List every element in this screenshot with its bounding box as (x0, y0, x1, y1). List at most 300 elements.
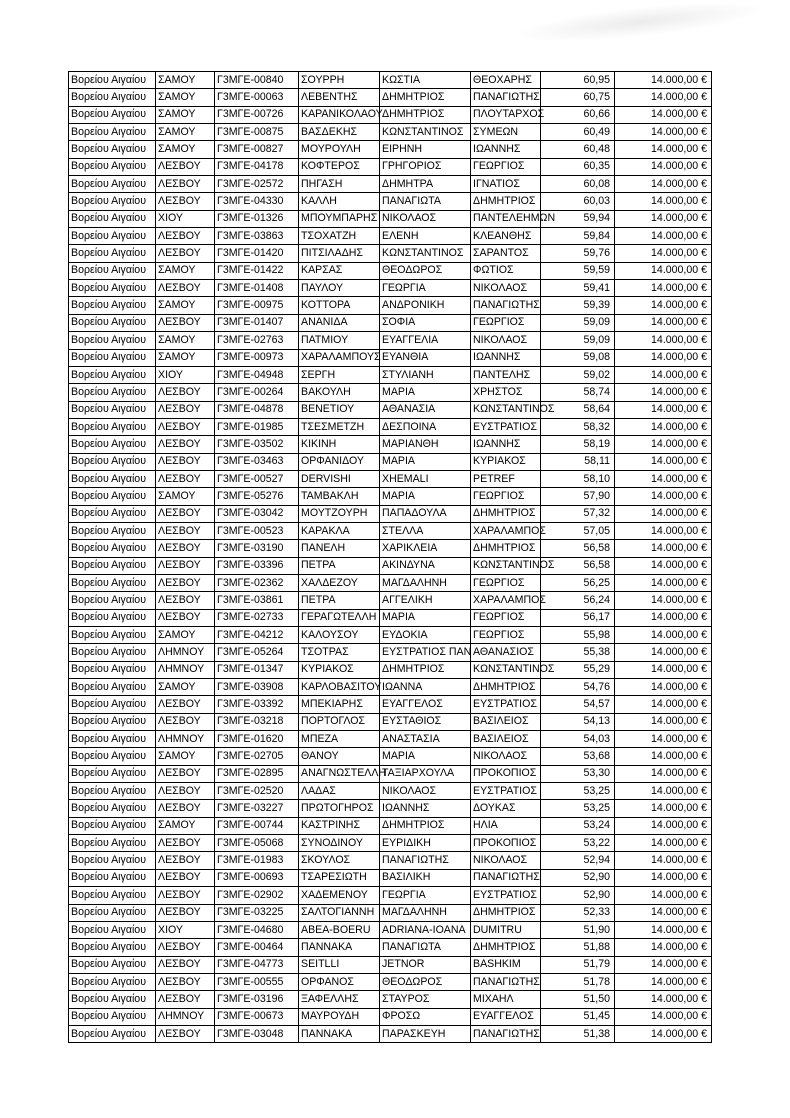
firstname-cell: ΑΝΑΣΤΑΣΙΑ (380, 731, 471, 748)
amount-cell: 14.000,00 € (615, 488, 712, 505)
code-cell: Γ3ΜΓΕ-01420 (215, 245, 299, 262)
region-cell: Βορείου Αιγαίου (69, 835, 156, 852)
code-cell: Γ3ΜΓΕ-01408 (215, 280, 299, 297)
region-cell: Βορείου Αιγαίου (69, 366, 156, 383)
amount-cell: 14.000,00 € (615, 210, 712, 227)
prefecture-cell: ΣΑΜΟΥ (156, 262, 215, 279)
fathername-cell: ΠΑΝΑΓΙΩΤΗΣ (471, 1025, 541, 1042)
surname-cell: ΤΑΜΒΑΚΛΗ (299, 488, 380, 505)
score-cell: 60,66 (541, 106, 615, 123)
results-table (68, 71, 712, 1043)
code-cell: Γ3ΜΓΕ-00527 (215, 470, 299, 487)
fathername-cell: ΓΕΩΡΓΙΟΣ (471, 627, 541, 644)
firstname-cell: ΝΙΚΟΛΑΟΣ (380, 210, 471, 227)
region-cell: Βορείου Αιγαίου (69, 106, 156, 123)
firstname-cell: ΚΩΝΣΤΑΝΤΙΝΟΣ (380, 124, 471, 141)
table-row (69, 124, 712, 141)
code-cell: Γ3ΜΓΕ-01347 (215, 661, 299, 678)
fathername-cell: ΙΩΑΝΝΗΣ (471, 436, 541, 453)
firstname-cell: ΠΑΝΑΓΙΩΤΗΣ (380, 852, 471, 869)
table-row (69, 262, 712, 279)
amount-cell: 14.000,00 € (615, 453, 712, 470)
surname-cell: ΜΠΕΖΑ (299, 731, 380, 748)
fathername-cell: ΑΘΑΝΑΣΙΟΣ (471, 644, 541, 661)
fathername-cell: ΔΗΜΗΤΡΙΟΣ (471, 193, 541, 210)
code-cell: Γ3ΜΓΕ-03861 (215, 592, 299, 609)
prefecture-cell: ΛΗΜΝΟΥ (156, 1008, 215, 1025)
firstname-cell: ΔΗΜΗΤΡΑ (380, 176, 471, 193)
score-cell: 58,11 (541, 453, 615, 470)
prefecture-cell: ΣΑΜΟΥ (156, 679, 215, 696)
fathername-cell: ΕΥΣΤΡΑΤΙΟΣ (471, 696, 541, 713)
amount-cell: 14.000,00 € (615, 765, 712, 782)
amount-cell: 14.000,00 € (615, 418, 712, 435)
amount-cell: 14.000,00 € (615, 904, 712, 921)
fathername-cell: ΚΩΝΣΤΑΝΤΙΝΟΣ (471, 557, 541, 574)
table-row (69, 800, 712, 817)
region-cell: Βορείου Αιγαίου (69, 817, 156, 834)
table-row (69, 228, 712, 245)
region-cell: Βορείου Αιγαίου (69, 332, 156, 349)
amount-cell: 14.000,00 € (615, 280, 712, 297)
surname-cell: ΤΣΕΣΜΕΤΖΗ (299, 418, 380, 435)
region-cell: Βορείου Αιγαίου (69, 280, 156, 297)
firstname-cell: ΕΛΕΝΗ (380, 228, 471, 245)
prefecture-cell: ΛΕΣΒΟΥ (156, 574, 215, 591)
region-cell: Βορείου Αιγαίου (69, 921, 156, 938)
amount-cell: 14.000,00 € (615, 262, 712, 279)
prefecture-cell: ΣΑΜΟΥ (156, 349, 215, 366)
amount-cell: 14.000,00 € (615, 627, 712, 644)
firstname-cell: ΔΕΣΠΟΙΝΑ (380, 418, 471, 435)
code-cell: Γ3ΜΓΕ-04773 (215, 956, 299, 973)
fathername-cell: ΧΡΗΣΤΟΣ (471, 384, 541, 401)
fathername-cell: ΠΑΝΑΓΙΩΤΗΣ (471, 297, 541, 314)
code-cell: Γ3ΜΓΕ-03392 (215, 696, 299, 713)
surname-cell: ΚΥΡΙΑΚΟΣ (299, 661, 380, 678)
code-cell: Γ3ΜΓΕ-05276 (215, 488, 299, 505)
prefecture-cell: ΣΑΜΟΥ (156, 89, 215, 106)
table-row (69, 574, 712, 591)
code-cell: Γ3ΜΓΕ-02763 (215, 332, 299, 349)
fathername-cell: ΧΑΡΑΛΑΜΠΟΣ (471, 592, 541, 609)
code-cell: Γ3ΜΓΕ-04212 (215, 627, 299, 644)
region-cell: Βορείου Αιγαίου (69, 887, 156, 904)
prefecture-cell: ΧΙΟΥ (156, 210, 215, 227)
fathername-cell: ΠΑΝΤΕΛΕΗΜΩΝ (471, 210, 541, 227)
region-cell: Βορείου Αιγαίου (69, 904, 156, 921)
fathername-cell: ΙΩΑΝΝΗΣ (471, 349, 541, 366)
table-row (69, 540, 712, 557)
score-cell: 53,25 (541, 783, 615, 800)
region-cell: Βορείου Αιγαίου (69, 852, 156, 869)
firstname-cell: ΘΕΟΔΩΡΟΣ (380, 973, 471, 990)
score-cell: 54,13 (541, 713, 615, 730)
table-row (69, 904, 712, 921)
score-cell: 56,24 (541, 592, 615, 609)
prefecture-cell: ΛΕΣΒΟΥ (156, 783, 215, 800)
firstname-cell: ΚΩΝΣΤΑΝΤΙΝΟΣ (380, 245, 471, 262)
table-row (69, 401, 712, 418)
code-cell: Γ3ΜΓΕ-00673 (215, 1008, 299, 1025)
score-cell: 60,49 (541, 124, 615, 141)
score-cell: 60,35 (541, 158, 615, 175)
surname-cell: ΧΑΡΑΛΑΜΠΟΥΣ (299, 349, 380, 366)
prefecture-cell: ΛΗΜΝΟΥ (156, 731, 215, 748)
prefecture-cell: ΛΗΜΝΟΥ (156, 661, 215, 678)
region-cell: Βορείου Αιγαίου (69, 592, 156, 609)
surname-cell: ΣΥΝΟΔΙΝΟΥ (299, 835, 380, 852)
fathername-cell: ΠΑΝΑΓΙΩΤΗΣ (471, 869, 541, 886)
score-cell: 60,08 (541, 176, 615, 193)
fathername-cell: ΚΩΝΣΤΑΝΤΙΝΟΣ (471, 401, 541, 418)
firstname-cell: ΓΕΩΡΓΙΑ (380, 280, 471, 297)
prefecture-cell: ΛΕΣΒΟΥ (156, 384, 215, 401)
fathername-cell: ΔΗΜΗΤΡΙΟΣ (471, 679, 541, 696)
score-cell: 59,94 (541, 210, 615, 227)
surname-cell: ΤΣΟΤΡΑΣ (299, 644, 380, 661)
firstname-cell: ΓΡΗΓΟΡΙΟΣ (380, 158, 471, 175)
code-cell: Γ3ΜΓΕ-03396 (215, 557, 299, 574)
amount-cell: 14.000,00 € (615, 973, 712, 990)
table-row (69, 956, 712, 973)
table-row (69, 644, 712, 661)
amount-cell: 14.000,00 € (615, 141, 712, 158)
surname-cell: ΠΟΡΤΟΓΛΟΣ (299, 713, 380, 730)
score-cell: 51,79 (541, 956, 615, 973)
region-cell: Βορείου Αιγαίου (69, 245, 156, 262)
prefecture-cell: ΛΕΣΒΟΥ (156, 869, 215, 886)
region-cell: Βορείου Αιγαίου (69, 522, 156, 539)
surname-cell: ΜΑΥΡΟΥΔΗ (299, 1008, 380, 1025)
firstname-cell: ΦΡΟΣΩ (380, 1008, 471, 1025)
code-cell: Γ3ΜΓΕ-03218 (215, 713, 299, 730)
code-cell: Γ3ΜΓΕ-05264 (215, 644, 299, 661)
amount-cell: 14.000,00 € (615, 852, 712, 869)
surname-cell: ΒΑΣΔΕΚΗΣ (299, 124, 380, 141)
firstname-cell: ΔΗΜΗΤΡΙΟΣ (380, 661, 471, 678)
surname-cell: ΑΝΑΓΝΩΣΤΕΛΛΗ (299, 765, 380, 782)
score-cell: 59,08 (541, 349, 615, 366)
fathername-cell: ΘΕΟΧΑΡΗΣ (471, 72, 541, 89)
region-cell: Βορείου Αιγαίου (69, 973, 156, 990)
table-row (69, 783, 712, 800)
prefecture-cell: ΛΕΣΒΟΥ (156, 887, 215, 904)
region-cell: Βορείου Αιγαίου (69, 470, 156, 487)
region-cell: Βορείου Αιγαίου (69, 505, 156, 522)
code-cell: Γ3ΜΓΕ-02895 (215, 765, 299, 782)
prefecture-cell: ΛΕΣΒΟΥ (156, 314, 215, 331)
amount-cell: 14.000,00 € (615, 245, 712, 262)
fathername-cell: ΠΑΝΑΓΙΩΤΗΣ (471, 973, 541, 990)
amount-cell: 14.000,00 € (615, 939, 712, 956)
surname-cell: ΚΟΤΤΟΡΑ (299, 297, 380, 314)
prefecture-cell: ΛΕΣΒΟΥ (156, 765, 215, 782)
table-row (69, 366, 712, 383)
table-row (69, 470, 712, 487)
prefecture-cell: ΣΑΜΟΥ (156, 72, 215, 89)
region-cell: Βορείου Αιγαίου (69, 574, 156, 591)
firstname-cell: ΑΘΑΝΑΣΙΑ (380, 401, 471, 418)
amount-cell: 14.000,00 € (615, 436, 712, 453)
score-cell: 56,58 (541, 540, 615, 557)
amount-cell: 14.000,00 € (615, 522, 712, 539)
score-cell: 58,32 (541, 418, 615, 435)
table-row (69, 193, 712, 210)
amount-cell: 14.000,00 € (615, 1025, 712, 1042)
prefecture-cell: ΛΕΣΒΟΥ (156, 835, 215, 852)
region-cell: Βορείου Αιγαίου (69, 627, 156, 644)
firstname-cell: ΕΥΑΓΓΕΛΙΑ (380, 332, 471, 349)
amount-cell: 14.000,00 € (615, 921, 712, 938)
firstname-cell: ΘΕΟΔΩΡΟΣ (380, 262, 471, 279)
firstname-cell: ΜΑΡΙΑ (380, 453, 471, 470)
prefecture-cell: ΛΗΜΝΟΥ (156, 644, 215, 661)
firstname-cell: ΠΑΝΑΓΙΩΤΑ (380, 939, 471, 956)
code-cell: Γ3ΜΓΕ-03227 (215, 800, 299, 817)
surname-cell: ΠΡΩΤΟΓΗΡΟΣ (299, 800, 380, 817)
score-cell: 52,90 (541, 887, 615, 904)
region-cell: Βορείου Αιγαίου (69, 540, 156, 557)
table-row (69, 158, 712, 175)
code-cell: Γ3ΜΓΕ-00523 (215, 522, 299, 539)
code-cell: Γ3ΜΓΕ-01620 (215, 731, 299, 748)
firstname-cell: ΣΟΦΙΑ (380, 314, 471, 331)
fathername-cell: ΝΙΚΟΛΑΟΣ (471, 748, 541, 765)
code-cell: Γ3ΜΓΕ-00975 (215, 297, 299, 314)
fathername-cell: ΓΕΩΡΓΙΟΣ (471, 574, 541, 591)
table-row (69, 557, 712, 574)
surname-cell: ΣΚΟΥΛΟΣ (299, 852, 380, 869)
prefecture-cell: ΛΕΣΒΟΥ (156, 522, 215, 539)
firstname-cell: ΑΝΔΡΟΝΙΚΗ (380, 297, 471, 314)
prefecture-cell: ΛΕΣΒΟΥ (156, 470, 215, 487)
score-cell: 56,25 (541, 574, 615, 591)
region-cell: Βορείου Αιγαίου (69, 644, 156, 661)
prefecture-cell: ΛΕΣΒΟΥ (156, 228, 215, 245)
surname-cell: ΜΠΕΚΙΑΡΗΣ (299, 696, 380, 713)
surname-cell: ΚΑΛΛΗ (299, 193, 380, 210)
firstname-cell: ΣΤΑΥΡΟΣ (380, 991, 471, 1008)
table-row (69, 280, 712, 297)
firstname-cell: ΑΓΓΕΛΙΚΗ (380, 592, 471, 609)
score-cell: 58,10 (541, 470, 615, 487)
region-cell: Βορείου Αιγαίου (69, 956, 156, 973)
score-cell: 60,75 (541, 89, 615, 106)
table-row (69, 731, 712, 748)
region-cell: Βορείου Αιγαίου (69, 800, 156, 817)
amount-cell: 14.000,00 € (615, 470, 712, 487)
table-row (69, 609, 712, 626)
surname-cell: ΚΑΣΤΡΙΝΗΣ (299, 817, 380, 834)
prefecture-cell: ΣΑΜΟΥ (156, 817, 215, 834)
score-cell: 52,33 (541, 904, 615, 921)
prefecture-cell: ΛΕΣΒΟΥ (156, 973, 215, 990)
prefecture-cell: ΛΕΣΒΟΥ (156, 557, 215, 574)
code-cell: Γ3ΜΓΕ-00827 (215, 141, 299, 158)
prefecture-cell: ΛΕΣΒΟΥ (156, 991, 215, 1008)
firstname-cell: ΕΥΣΤΑΘΙΟΣ (380, 713, 471, 730)
fathername-cell: ΕΥΑΓΓΕΛΟΣ (471, 1008, 541, 1025)
prefecture-cell: ΛΕΣΒΟΥ (156, 1025, 215, 1042)
score-cell: 54,76 (541, 679, 615, 696)
firstname-cell: XHEMALI (380, 470, 471, 487)
region-cell: Βορείου Αιγαίου (69, 158, 156, 175)
region-cell: Βορείου Αιγαίου (69, 349, 156, 366)
amount-cell: 14.000,00 € (615, 887, 712, 904)
prefecture-cell: ΛΕΣΒΟΥ (156, 193, 215, 210)
amount-cell: 14.000,00 € (615, 401, 712, 418)
amount-cell: 14.000,00 € (615, 956, 712, 973)
fathername-cell: ΔΟΥΚΑΣ (471, 800, 541, 817)
fathername-cell: ΗΛΙΑ (471, 817, 541, 834)
fathername-cell: BASHKIM (471, 956, 541, 973)
firstname-cell: ΜΑΡΙΑ (380, 748, 471, 765)
region-cell: Βορείου Αιγαίου (69, 193, 156, 210)
surname-cell: ΓΕΡΑΓΩΤΕΛΛΗ (299, 609, 380, 626)
amount-cell: 14.000,00 € (615, 124, 712, 141)
fathername-cell: ΙΓΝΑΤΙΟΣ (471, 176, 541, 193)
fathername-cell: ΚΥΡΙΑΚΟΣ (471, 453, 541, 470)
surname-cell: ΒΑΚΟΥΛΗ (299, 384, 380, 401)
firstname-cell: ΣΤΕΛΛΑ (380, 522, 471, 539)
score-cell: 58,64 (541, 401, 615, 418)
prefecture-cell: ΣΑΜΟΥ (156, 141, 215, 158)
table-row (69, 314, 712, 331)
table-row (69, 991, 712, 1008)
region-cell: Βορείου Αιγαίου (69, 436, 156, 453)
surname-cell: ΠΗΓΑΣΗ (299, 176, 380, 193)
score-cell: 52,90 (541, 869, 615, 886)
score-cell: 59,59 (541, 262, 615, 279)
surname-cell: ΜΠΟΥΜΠΑΡΗΣ (299, 210, 380, 227)
fathername-cell: ΕΥΣΤΡΑΤΙΟΣ (471, 418, 541, 435)
prefecture-cell: ΛΕΣΒΟΥ (156, 280, 215, 297)
amount-cell: 14.000,00 € (615, 609, 712, 626)
prefecture-cell: ΛΕΣΒΟΥ (156, 956, 215, 973)
prefecture-cell: ΛΕΣΒΟΥ (156, 505, 215, 522)
code-cell: Γ3ΜΓΕ-03863 (215, 228, 299, 245)
code-cell: Γ3ΜΓΕ-03042 (215, 505, 299, 522)
firstname-cell: ΧΑΡΙΚΛΕΙΑ (380, 540, 471, 557)
region-cell: Βορείου Αιγαίου (69, 1008, 156, 1025)
surname-cell: ΚΟΦΤΕΡΟΣ (299, 158, 380, 175)
score-cell: 51,78 (541, 973, 615, 990)
score-cell: 51,88 (541, 939, 615, 956)
surname-cell: ABEA-BOERU (299, 921, 380, 938)
firstname-cell: ΕΥΔΟΚΙΑ (380, 627, 471, 644)
code-cell: Γ3ΜΓΕ-02902 (215, 887, 299, 904)
code-cell: Γ3ΜΓΕ-01983 (215, 852, 299, 869)
code-cell: Γ3ΜΓΕ-03463 (215, 453, 299, 470)
fathername-cell: ΠΑΝΑΓΙΩΤΗΣ (471, 89, 541, 106)
region-cell: Βορείου Αιγαίου (69, 141, 156, 158)
surname-cell: ΟΡΦΑΝΙΔΟΥ (299, 453, 380, 470)
region-cell: Βορείου Αιγαίου (69, 176, 156, 193)
table-row (69, 869, 712, 886)
surname-cell: ΛΕΒΕΝΤΗΣ (299, 89, 380, 106)
region-cell: Βορείου Αιγαίου (69, 1025, 156, 1042)
code-cell: Γ3ΜΓΕ-00464 (215, 939, 299, 956)
code-cell: Γ3ΜΓΕ-00840 (215, 72, 299, 89)
fathername-cell: ΦΩΤΙΟΣ (471, 262, 541, 279)
fathername-cell: ΣΥΜΕΩΝ (471, 124, 541, 141)
fathername-cell: ΝΙΚΟΛΑΟΣ (471, 332, 541, 349)
surname-cell: ΜΟΥΡΟΥΛΗ (299, 141, 380, 158)
fathername-cell: ΙΩΑΝΝΗΣ (471, 141, 541, 158)
table-body (69, 72, 712, 1043)
prefecture-cell: ΣΑΜΟΥ (156, 297, 215, 314)
table-row (69, 765, 712, 782)
region-cell: Βορείου Αιγαίου (69, 124, 156, 141)
score-cell: 51,90 (541, 921, 615, 938)
surname-cell: ΣΕΡΓΗ (299, 366, 380, 383)
code-cell: Γ3ΜΓΕ-02705 (215, 748, 299, 765)
amount-cell: 14.000,00 € (615, 106, 712, 123)
surname-cell: ΚΑΡΑΚΛΑ (299, 522, 380, 539)
fathername-cell: ΕΥΣΤΡΑΤΙΟΣ (471, 887, 541, 904)
score-cell: 59,76 (541, 245, 615, 262)
fathername-cell: ΔΗΜΗΤΡΙΟΣ (471, 505, 541, 522)
score-cell: 59,84 (541, 228, 615, 245)
amount-cell: 14.000,00 € (615, 158, 712, 175)
surname-cell: ΞΑΦΕΛΛΗΣ (299, 991, 380, 1008)
region-cell: Βορείου Αιγαίου (69, 713, 156, 730)
fathername-cell: ΚΩΝΣΤΑΝΤΙΝΟΣ (471, 661, 541, 678)
table-row (69, 661, 712, 678)
prefecture-cell: ΛΕΣΒΟΥ (156, 176, 215, 193)
fathername-cell: ΕΥΣΤΡΑΤΙΟΣ (471, 783, 541, 800)
score-cell: 53,25 (541, 800, 615, 817)
region-cell: Βορείου Αιγαίου (69, 679, 156, 696)
code-cell: Γ3ΜΓΕ-00875 (215, 124, 299, 141)
code-cell: Γ3ΜΓΕ-00744 (215, 817, 299, 834)
surname-cell: ΚΑΡΛΟΒΑΣΙΤΟΥ (299, 679, 380, 696)
region-cell: Βορείου Αιγαίου (69, 748, 156, 765)
code-cell: Γ3ΜΓΕ-02733 (215, 609, 299, 626)
fathername-cell: PETREF (471, 470, 541, 487)
table-row (69, 627, 712, 644)
table-row (69, 106, 712, 123)
surname-cell: ΠΑΝΝΑΚΑ (299, 939, 380, 956)
code-cell: Γ3ΜΓΕ-03196 (215, 991, 299, 1008)
amount-cell: 14.000,00 € (615, 991, 712, 1008)
score-cell: 60,48 (541, 141, 615, 158)
surname-cell: ΠΕΤΡΑ (299, 592, 380, 609)
fathername-cell: ΓΕΩΡΓΙΟΣ (471, 609, 541, 626)
score-cell: 51,50 (541, 991, 615, 1008)
amount-cell: 14.000,00 € (615, 332, 712, 349)
amount-cell: 14.000,00 € (615, 592, 712, 609)
fathername-cell: ΒΑΣΙΛΕΙΟΣ (471, 713, 541, 730)
score-cell: 54,03 (541, 731, 615, 748)
prefecture-cell: ΛΕΣΒΟΥ (156, 418, 215, 435)
scan-smudge (519, 0, 761, 48)
region-cell: Βορείου Αιγαίου (69, 72, 156, 89)
code-cell: Γ3ΜΓΕ-01422 (215, 262, 299, 279)
score-cell: 60,95 (541, 72, 615, 89)
firstname-cell: ΕΙΡΗΝΗ (380, 141, 471, 158)
table-row (69, 679, 712, 696)
score-cell: 59,02 (541, 366, 615, 383)
amount-cell: 14.000,00 € (615, 869, 712, 886)
region-cell: Βορείου Αιγαίου (69, 418, 156, 435)
score-cell: 56,17 (541, 609, 615, 626)
code-cell: Γ3ΜΓΕ-01407 (215, 314, 299, 331)
surname-cell: ΣΟΥΡΡΗ (299, 72, 380, 89)
score-cell: 51,45 (541, 1008, 615, 1025)
prefecture-cell: ΣΑΜΟΥ (156, 748, 215, 765)
